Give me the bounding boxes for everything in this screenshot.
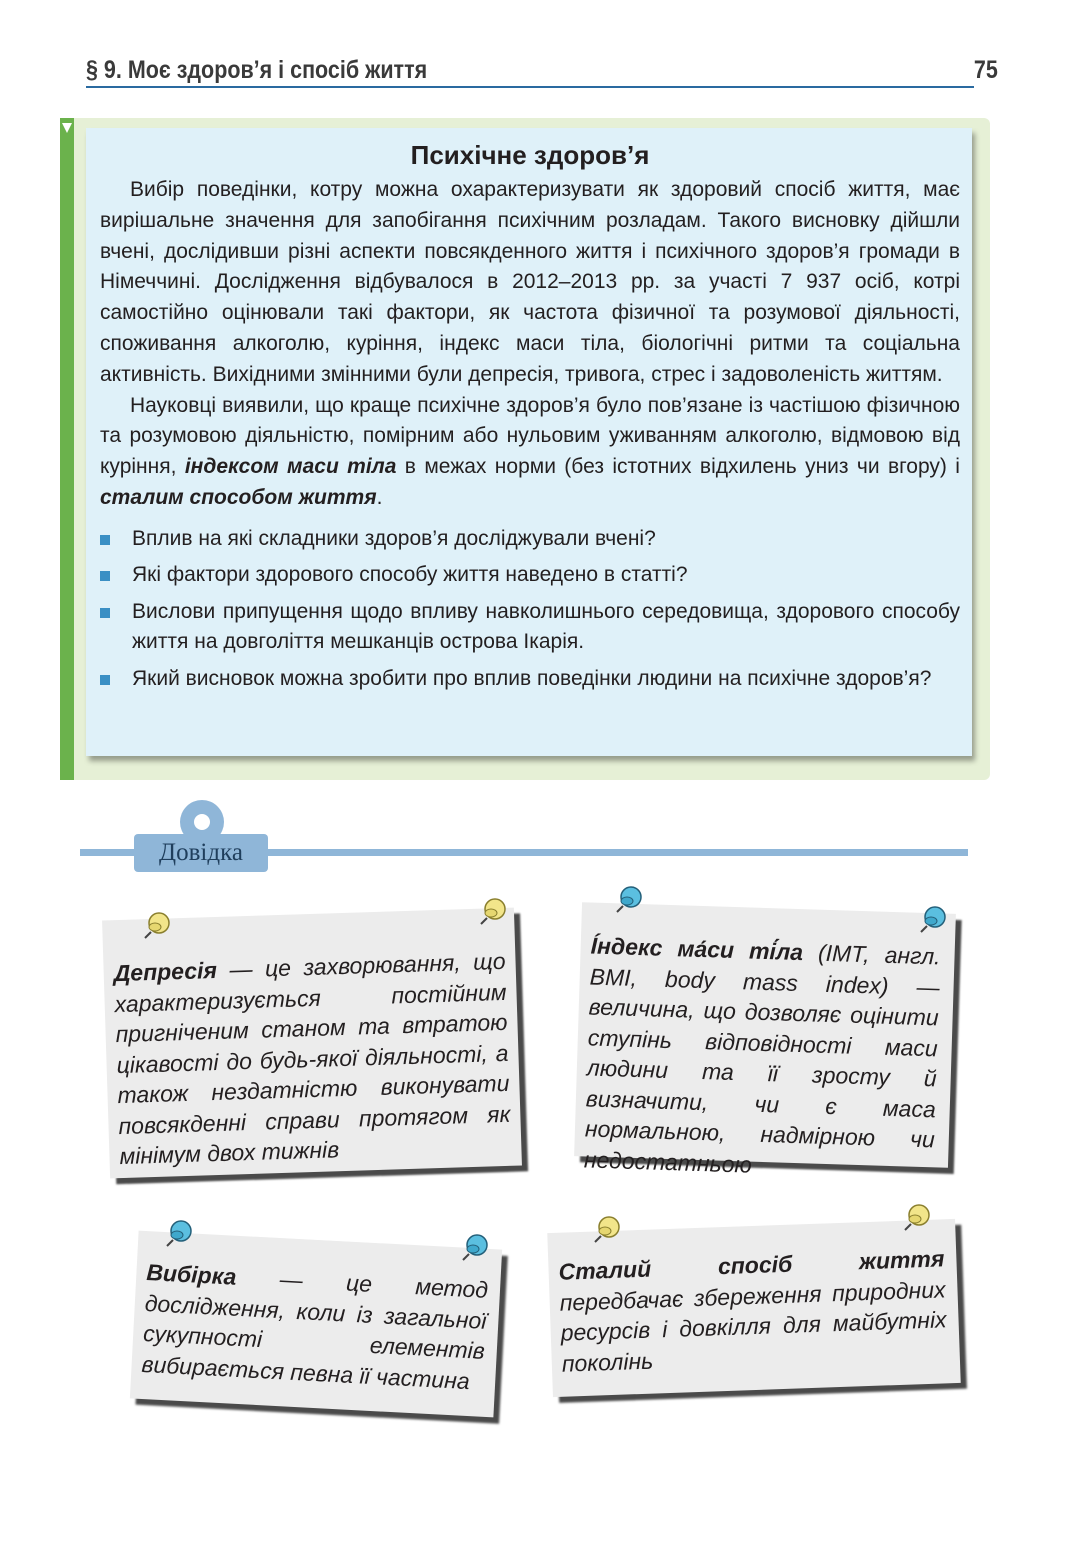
page-number: 75 xyxy=(974,56,998,84)
reference-ring-hole xyxy=(194,814,210,830)
square-bullet-icon xyxy=(100,535,110,545)
list-item: Який висновок можна зробити про вплив поведінки людини на психічне здоров’я? xyxy=(100,664,960,695)
article-paragraph-2: Науковці виявили, що краще психічне здоров’я було пов’язане із частішою фізичною та розумовою діяльністю, помірним або нульовим уживанням алкоголю, відмовою від куріння, індексом маси тіла в межах норми (без істотних відхилень униз чи вгору) і сталим способом життя. xyxy=(100,393,960,509)
note-term: Сталий спосіб життя xyxy=(558,1245,945,1285)
note-term: Íндекс ма́си ті́ла xyxy=(590,932,804,966)
note-text: Вибірка — це метод дослідження, коли із загальної сукупності елементів вибирається певна її частина xyxy=(141,1259,489,1394)
header-rule xyxy=(86,86,974,88)
chapter-title: § 9. Моє здоров’я і спосіб життя xyxy=(86,56,428,84)
list-item: Вплив на які складники здоров’я досліджували вчені? xyxy=(100,524,960,555)
pushpin-icon xyxy=(164,1218,194,1248)
note-text: Депресія — це захворювання, що характеризується постійним пригніченим станом та втратою цікавості до будь-якої діяльності, а також нездатністю виконувати повсякденні справи протягом як мінімум двох тижнів xyxy=(113,947,511,1170)
pushpin-icon xyxy=(592,1214,622,1244)
reference-label: Довідка xyxy=(134,834,268,872)
square-bullet-icon xyxy=(100,608,110,618)
article-side-bar xyxy=(60,118,74,780)
note-text: Íндекс ма́си ті́ла (ІМТ, англ. BMI, body mass index) — величина, що дозволяє оцінити ступінь відповідності маси людини та її зросту й визначити, чи є маса нормальною, надмірною чи недостатньою xyxy=(583,932,941,1178)
list-item: Вислови припущення щодо впливу навколишнього середовища, здорового способу життя на довголіття мешканців острова Ікарія. xyxy=(100,597,960,658)
square-bullet-icon xyxy=(100,571,110,581)
pushpin-icon xyxy=(902,1202,932,1232)
note-text: Сталий спосіб життя передбачає збереження природних ресурсів і довкілля для майбутніх поколінь xyxy=(558,1245,947,1377)
question-list xyxy=(100,524,960,695)
pushpin-icon xyxy=(918,904,948,934)
term-sustainable-lifestyle: сталим способом життя xyxy=(100,485,377,509)
note-sustainable-lifestyle xyxy=(547,1219,960,1397)
pushpin-icon xyxy=(142,910,172,940)
note-bmi xyxy=(574,902,956,1178)
article-box xyxy=(86,128,972,756)
article-paragraph-1: Вибір поведінки, котру можна охарактеризувати як здоровий спосіб життя, має вирішальне значення для запобігання психічним розладам. Такого висновку дійшли вчені, дослідивши різні аспекти повсякденного життя і психічного здоров’я громади в Німеччині. Дослідження відбувалося в 2012–2013 рр. за участі 7 937 осіб, котрі самостійно оцінювали такі фактори, як частота фізичної та розумової діяльності, споживання алкоголю, куріння, індекс маси тіла, біологічні ритми та соціальна активність. Вихідними змінними були депресія, тривога, стрес і задоволеність життям. xyxy=(100,178,960,386)
article-title: Психічне здоров’я xyxy=(410,140,650,170)
term-bmi: індексом маси тіла xyxy=(184,455,397,479)
page-header xyxy=(86,50,1000,88)
pushpin-icon xyxy=(614,884,644,914)
note-term: Вибірка xyxy=(145,1259,238,1290)
triangle-icon xyxy=(62,123,72,133)
pushpin-icon xyxy=(460,1232,490,1262)
note-term: Депресія xyxy=(113,956,218,987)
list-item: Які фактори здорового способу життя наведено в статті? xyxy=(100,560,960,591)
note-sample xyxy=(130,1231,502,1418)
pushpin-icon xyxy=(478,896,508,926)
note-depression xyxy=(102,908,522,1179)
square-bullet-icon xyxy=(100,675,110,685)
